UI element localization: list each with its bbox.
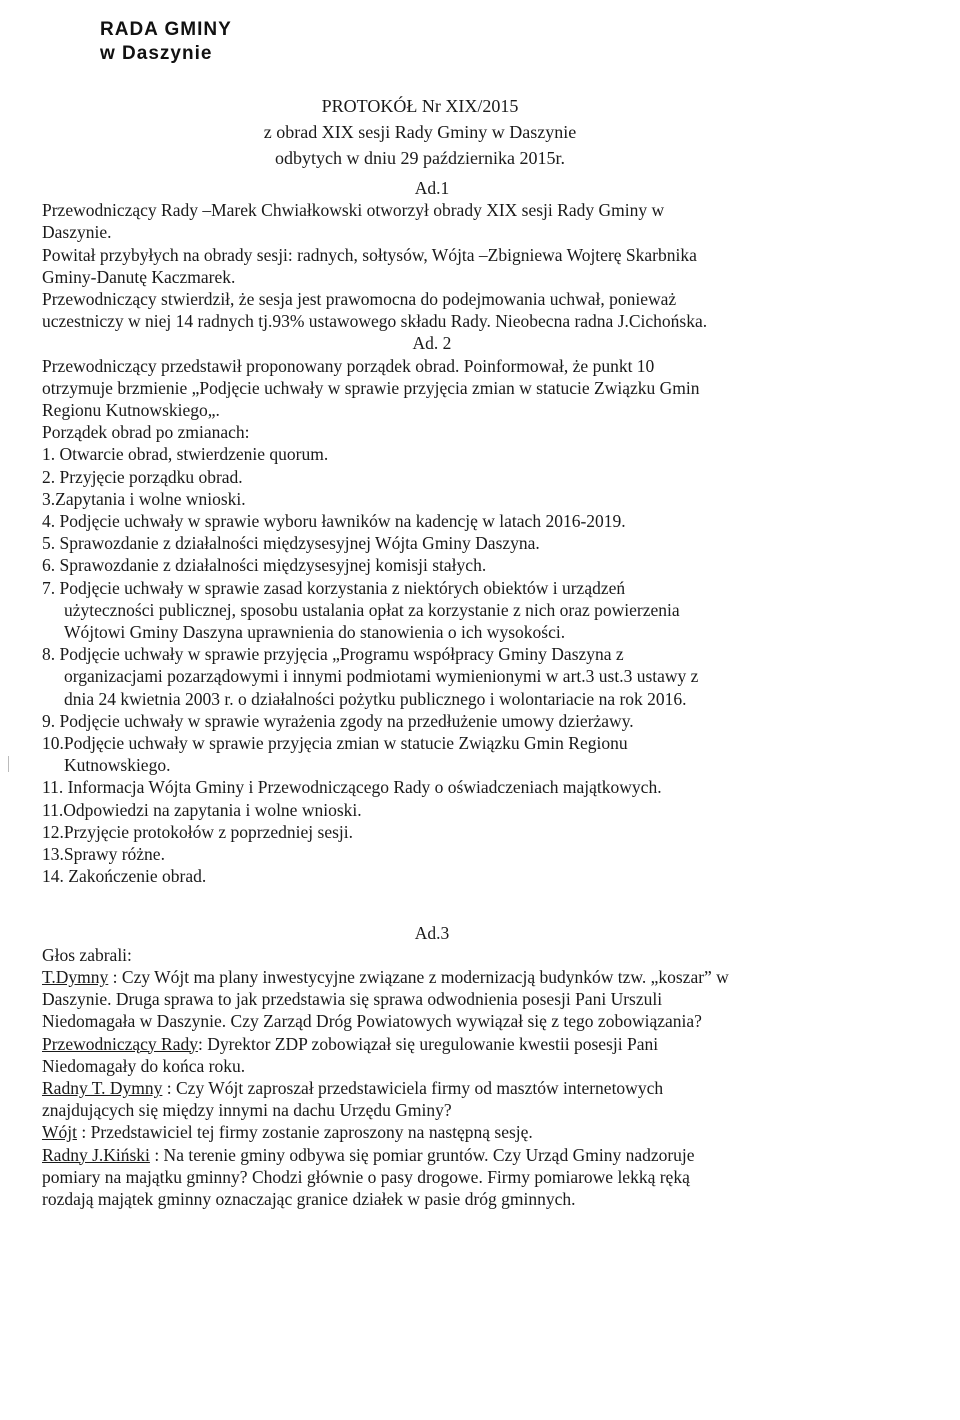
discussion-entry [42,966,822,988]
ad1-heading: Ad.1 [414,178,450,198]
agenda-item: 5. Sprawozdanie z działalności międzysesyjnej Wójta Gminy Daszyna. [42,533,540,554]
agenda-item: 2. Przyjęcie porządku obrad. [42,466,243,487]
discussion-entry [42,1033,822,1055]
agenda-item: 7. Podjęcie uchwały w sprawie zasad korzystania z niektórych obiektów i urządzeń [42,577,626,598]
agenda-item: 14. Zakończenie obrad. [42,866,207,887]
agenda-item: 1. Otwarcie obrad, stwierdzenie quorum. [42,444,329,465]
header-line-1: RADA GMINY [100,19,232,40]
agenda-item: 13.Sprawy różne. [42,844,165,865]
discussion-entry [42,1077,822,1099]
agenda-item-cont: organizacjami pozarządowymi i innymi podmiotami wymienionymi w art.3 ust.3 ustawy z [64,666,699,687]
speaker-name: Przewodniczący Rady [42,1033,198,1054]
entry-line: pomiary na majątku gminny? Chodzi głównie o pasy drogowe. Firmy pomiarowe lekką ręką [42,1166,690,1187]
entry-line: rozdają majątek gminny oznaczając granice działek w pasie dróg gminnych. [42,1188,576,1209]
ad3-intro: Głos zabrali: [42,944,132,965]
agenda-item-cont: Wójtowi Gminy Daszyna uprawnienia do stanowienia o ich wysokości. [64,622,566,643]
agenda-item: 4. Podjęcie uchwały w sprawie wyboru ławników na kadencję w latach 2016-2019. [42,511,626,532]
ad1-line: Powitał przybyłych na obrady sesji: radnych, sołtysów, Wójta –Zbigniewa Wojterę Skarbnika [42,244,697,265]
entry-text: : Dyrektor ZDP zobowiązał się uregulowanie kwestii posesji Pani [197,1033,659,1054]
entry-text: : Przedstawiciel tej firmy zostanie zaproszony na następną sesję. [77,1122,533,1143]
ad1-line: Gminy-Danutę Kaczmarek. [42,266,236,287]
entry-text: : Czy Wójt zaproszał przedstawiciela firmy od masztów internetowych [162,1077,664,1098]
ad1-line: Przewodniczący stwierdził, że sesja jest prawomocna do podejmowania uchwał, ponieważ [42,289,677,310]
entry-line: Niedomagały do końca roku. [42,1055,246,1076]
ad1-line: uczestniczy w niej 14 radnych tj.93% ustawowego składu Rady. Nieobecna radna J.Cichońska. [42,311,708,332]
header-line-2: w Daszynie [100,43,213,64]
agenda-item: 3.Zapytania i wolne wnioski. [42,488,246,509]
title-line-1: PROTOKÓŁ Nr XIX/2015 [321,96,519,116]
entry-text: : Na terenie gminy odbywa się pomiar gruntów. Czy Urząd Gminy nadzoruje [149,1144,695,1165]
protocol-title [120,93,720,171]
title-line-2: z obrad XIX sesji Rady Gminy w Daszynie [263,122,577,142]
ad2-line: Regionu Kutnowskiego„. [42,400,220,421]
council-header [100,18,232,66]
discussion-entry [42,1121,822,1143]
agenda-item: 12.Przyjęcie protokołów z poprzedniej sesji. [42,821,354,842]
agenda-item: 9. Podjęcie uchwały w sprawie wyrażenia zgody na przedłużenie umowy dzierżawy. [42,710,634,731]
agenda-label: Porządek obrad po zmianach: [42,422,250,443]
agenda-item-cont: Kutnowskiego. [64,755,171,776]
title-line-3: odbytych w dniu 29 października 2015r. [275,148,565,168]
speaker-name: Radny J.Kiński [42,1144,150,1165]
section-gap [42,888,822,922]
speaker-name: T.Dymny [42,966,109,987]
entry-line: Daszynie. Druga sprawa to jak przedstawia się sprawa odwodnienia posesji Pani Urszuli [42,989,663,1010]
ad1-line: Przewodniczący Rady –Marek Chwiałkowski otworzył obrady XIX sesji Rady Gminy w [42,200,665,221]
agenda-item: 11.Odpowiedzi na zapytania i wolne wnioski. [42,799,362,820]
speaker-name: Radny T. Dymny [42,1077,163,1098]
ad2-line: Przewodniczący przedstawił proponowany porządek obrad. Poinformował, że punkt 10 [42,355,655,376]
entry-line: Niedomagała w Daszynie. Czy Zarząd Dróg Powiatowych wywiązał się z tego zobowiązania? [42,1011,702,1032]
agenda-item: 6. Sprawozdanie z działalności międzysesyjnej komisji stałych. [42,555,487,576]
ad3-heading: Ad.3 [414,922,450,943]
agenda-item-cont: dnia 24 kwietnia 2003 r. o działalności pożytku publicznego i wolontariacie na rok 2016. [64,688,687,709]
speaker-name: Wójt [42,1122,77,1143]
entry-line: znajdujących się między innymi na dachu Urzędu Gminy? [42,1100,452,1121]
agenda-item: 8. Podjęcie uchwały w sprawie przyjęcia „Programu współpracy Gminy Daszyna z [42,644,624,665]
agenda-item: 11. Informacja Wójta Gminy i Przewodniczącego Rady o oświadczeniach majątkowych. [42,777,662,798]
document-body [42,177,822,1210]
margin-mark [8,756,9,772]
ad2-heading: Ad. 2 [412,333,452,354]
discussion-entry [42,1144,822,1166]
ad2-line: otrzymuje brzmienie „Podjęcie uchwały w sprawie przyjęcia zmian w statucie Związku Gmin [42,377,700,398]
ad1-line: Daszynie. [42,222,112,243]
entry-text: : Czy Wójt ma plany inwestycyjne związane z modernizacją budynków tzw. „koszar” w [108,966,729,987]
agenda-item: 10.Podjęcie uchwały w sprawie przyjęcia zmian w statucie Związku Gmin Regionu [42,733,628,754]
agenda-item-cont: użyteczności publicznej, sposobu ustalania opłat za korzystanie z nich oraz powierzenia [64,599,680,620]
